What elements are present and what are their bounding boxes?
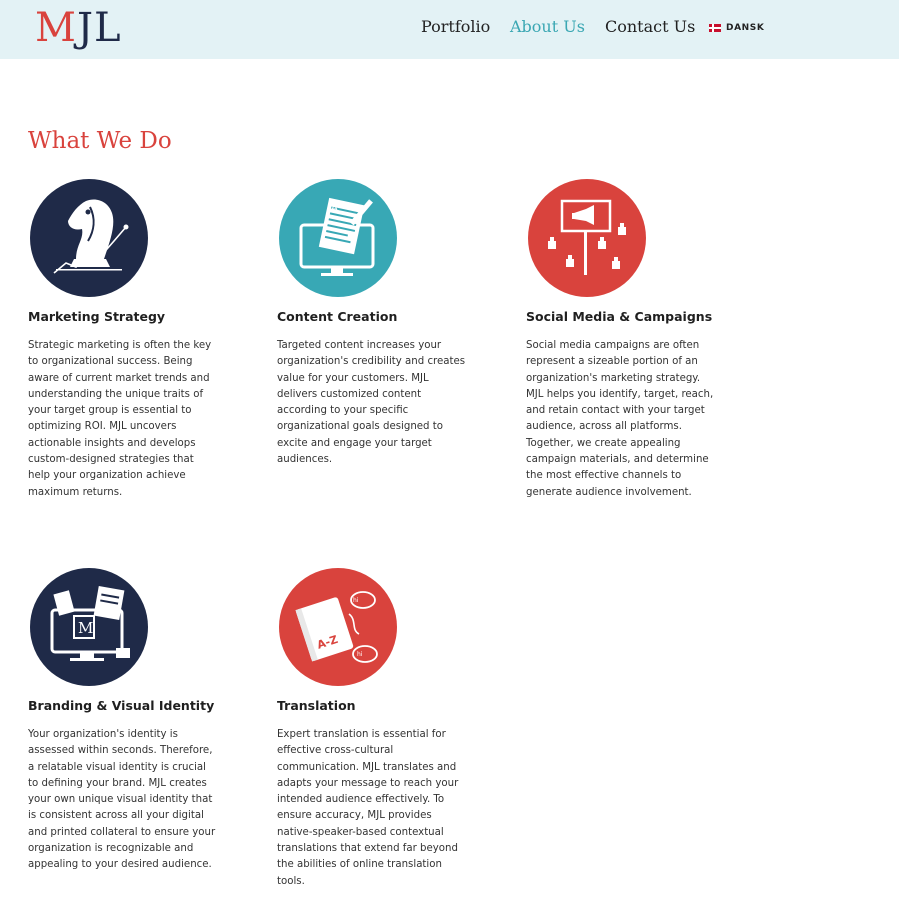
chess-knight-chart-icon [30,179,148,297]
logo-letter-m: M [35,5,77,51]
service-title: Branding & Visual Identity [28,698,215,713]
svg-text:M: M [78,619,94,637]
service-title: Content Creation [277,309,398,324]
service-description: Strategic marketing is often the key to organizational success. Being aware of current market trends and understanding the unique traits of your target group is essential to optimizing ROI. MJL uncovers actionable insights and develops custom-designed strategies that help your organization achieve maximum returns. [28,340,212,498]
logo-letters-jl: JL [76,5,122,51]
site-header [0,0,899,59]
megaphone-billboard-likes-icon [528,179,646,297]
service-description: Expert translation is essential for effective cross-cultural communication. MJL translates and adapts your message to reach your intended audience effectively. To ensure accuracy, MJL provides native-speaker-based contextual translations that extend far beyond the abilities of online translation tools. [277,729,459,887]
service-title: Social Media & Campaigns [526,309,713,324]
service-description: Targeted content increases your organization's credibility and creates value for your customers. MJL delivers customized content according to your specific organizational goals designed to excite and engage your target audiences. [277,340,466,466]
nav-about-us[interactable]: About Us [510,17,585,36]
service-card-marketing-strategy [28,179,228,501]
service-description: Social media campaigns are often represent a sizeable portion of an organization's marketing strategy. MJL helps you identify, target, reach, and retain contact with your target audience, across all platforms. Together, we create appealing campaign materials, and determine the most effective channels to generate audience involvement. [526,340,714,498]
svg-text:hi: hi [357,651,363,658]
svg-text:hi: hi [353,597,359,604]
denmark-flag-icon [709,24,721,32]
service-card-branding [28,568,228,874]
service-card-translation [277,568,477,890]
section-title: What We Do [28,128,172,154]
svg-text:A-Z: A-Z [315,632,340,652]
service-description: Your organization's identity is assessed within seconds. Therefore, a relatable visual identity is crucial to defining your brand. MJL creates your own unique visual identity that is consistent across all your digital and printed collateral to ensure your organization is recognizable and appealing to your desired audience. [28,729,216,871]
service-title: Translation [277,698,356,713]
dictionary-speech-bubbles-icon [279,568,397,686]
monitor-brand-cards-icon [30,568,148,686]
svg-text:A: A [331,203,338,214]
language-label: DANSK [726,23,765,33]
nav-portfolio[interactable]: Portfolio [421,17,491,36]
service-title: Marketing Strategy [28,309,166,324]
language-switcher[interactable] [709,21,764,35]
service-card-social-media [526,179,726,501]
monitor-document-pen-icon [279,179,397,297]
service-card-content-creation [277,179,477,468]
nav-contact-us[interactable]: Contact Us [605,17,696,36]
